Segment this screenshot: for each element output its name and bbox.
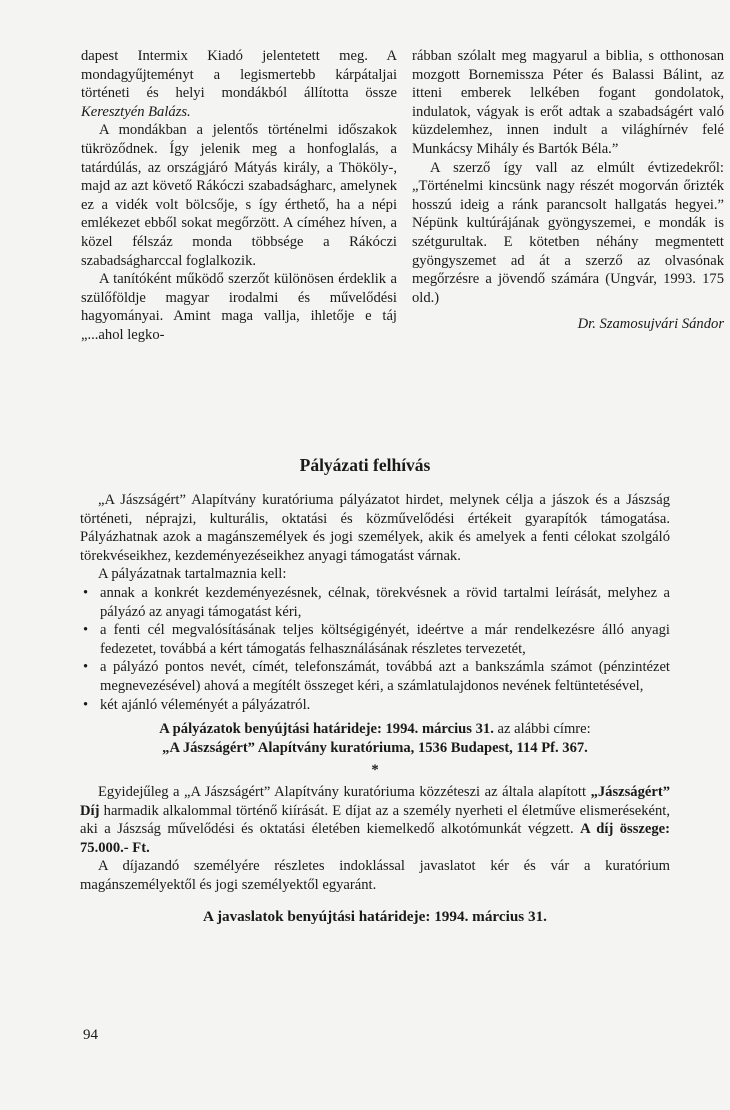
right-paragraph-2: A szerző így vall az elmúlt évtizedekről: „Történelmi kincsünk nagy részét mogorván őrizték hosszú ideig a ránk parancsolt hallgatás hegyei.” Népünk kultúrájának gyöngyszemei, e mondák is szétgurultak. E kötetben néhány megmentett gyöngyszemet ad át a szerző az olvasónak megőrzésre a jövendő számára (Ungvár, 1993. 175 old.) <box>412 159 724 306</box>
prize-name: „Jászságért” Díj <box>80 783 670 819</box>
page-number: 94 <box>83 1027 98 1043</box>
author-name: Keresztyén Balázs. <box>81 103 191 120</box>
left-column <box>81 47 397 345</box>
requirement-item: • két ajánló véleményét a pályázatról. <box>80 696 670 715</box>
requirement-item: • a pályázó pontos nevét, címét, telefonszámát, továbbá azt a bankszámla számot (pénzintézet megnevezésével) ahová a megítélt összeget kéri, a számlatulajdonos nevének feltüntetésével, <box>80 658 670 695</box>
requirements-list <box>80 584 670 714</box>
right-column <box>412 47 724 334</box>
section-separator: * <box>371 762 379 779</box>
postal-address: „A Jászságért” Alapítvány kuratóriuma, 1536 Budapest, 114 Pf. 367. <box>162 739 588 756</box>
requirements-heading: A pályázatnak tartalmaznia kell: <box>98 566 287 583</box>
left-paragraph-3: A tanítóként működő szerzőt különösen érdeklik a szülőföldje magyar irodalmi és művelődési hagyományai. Amint maga vallja, ihletője e táj „...ahol legko- <box>81 271 397 343</box>
submission-deadline: A pályázatok benyújtási határideje: 1994. március 31. az alábbi címre: <box>159 721 591 738</box>
prize-paragraph: Egyidejűleg a „A Jászságért” Alapítvány kuratóriuma közzéteszi az általa alapított „Jászságért” Díj harmadik alkalommal történő kiírását. E díjat az a személy nyerheti el életműve elismeréseként, aki a Jászság művelődési és oktatási életében kiemelkedő alkotómunkát végzett. A díj összege: 75.000.- Ft. <box>80 783 670 856</box>
announcement-intro: „A Jászságért” Alapítvány kuratóriuma pályázatot hirdet, melynek célja a jászok és a Jászság történeti, néprajzi, kulturális, oktatási és közművelődési értékeit gyarapítók támogatása. Pályázhatnak azok a magánszemélyek és jogi személyek, akik és amelyek a fenti célokat szolgáló törekvéseikhez, kezdeményezéseikhez anyagi támogatást várnak. <box>80 492 670 564</box>
review-signature: Dr. Szamosujvári Sándor <box>577 316 724 333</box>
nomination-paragraph: A díjazandó személyére részletes indoklással javaslatot kér és vár a kuratórium magánszemélyektől és jogi személyektől egyaránt. <box>80 858 670 893</box>
left-paragraph-1: dapest Intermix Kiadó jelentetett meg. A mondagyűjteményt a legismertebb kárpátaljai történeti és helyi mondákból állította össze Keresztyén Balázs. <box>81 48 397 120</box>
right-paragraph-1: rábban szólalt meg magyarul a biblia, s otthonosan mozgott Bornemissza Péter és Balassi Bálint, az itteni emberek lelkében fogant gondolatok, indulatok, vágyak is erőt adtak a szabadságért való küzdelemhez, innen indult a világhírnév felé Munkácsy Mihály és Bartók Béla.” <box>412 48 724 157</box>
announcement-title: Pályázati felhívás <box>299 455 431 475</box>
requirement-item: • annak a konkrét kezdeményezésnek, célnak, törekvésnek a rövid tartalmi leírását, melyhez a pályázó az anyagi támogatást kéri, <box>80 584 670 621</box>
announcement-body <box>80 491 670 927</box>
requirement-item: • a fenti cél megvalósításának teljes költségigényét, ideértve a már rendelkezésre álló anyagi fedezetet, továbbá a kért támogatás felhasználásának részletes tervezetét, <box>80 621 670 658</box>
nomination-deadline: A javaslatok benyújtási határideje: 1994. március 31. <box>203 908 547 926</box>
prize-amount: A díj összege: 75.000.- Ft. <box>80 821 670 856</box>
left-paragraph-2: A mondákban a jelentős történelmi időszakok tükröződnek. Így jelenik meg a honfoglalás, a tatárdúlás, az országjáró Mátyás király, a Thököly-, majd az azt követő Rákóczi szabadságharc, amelynek ez a vidék volt bölcsője, s így érthető, ha a népi emlékezet ebből sokat megőrzött. A címéhez híven, a közel félszáz monda többsége a Rákóczi szabadságharccal foglalkozik. <box>81 122 397 269</box>
